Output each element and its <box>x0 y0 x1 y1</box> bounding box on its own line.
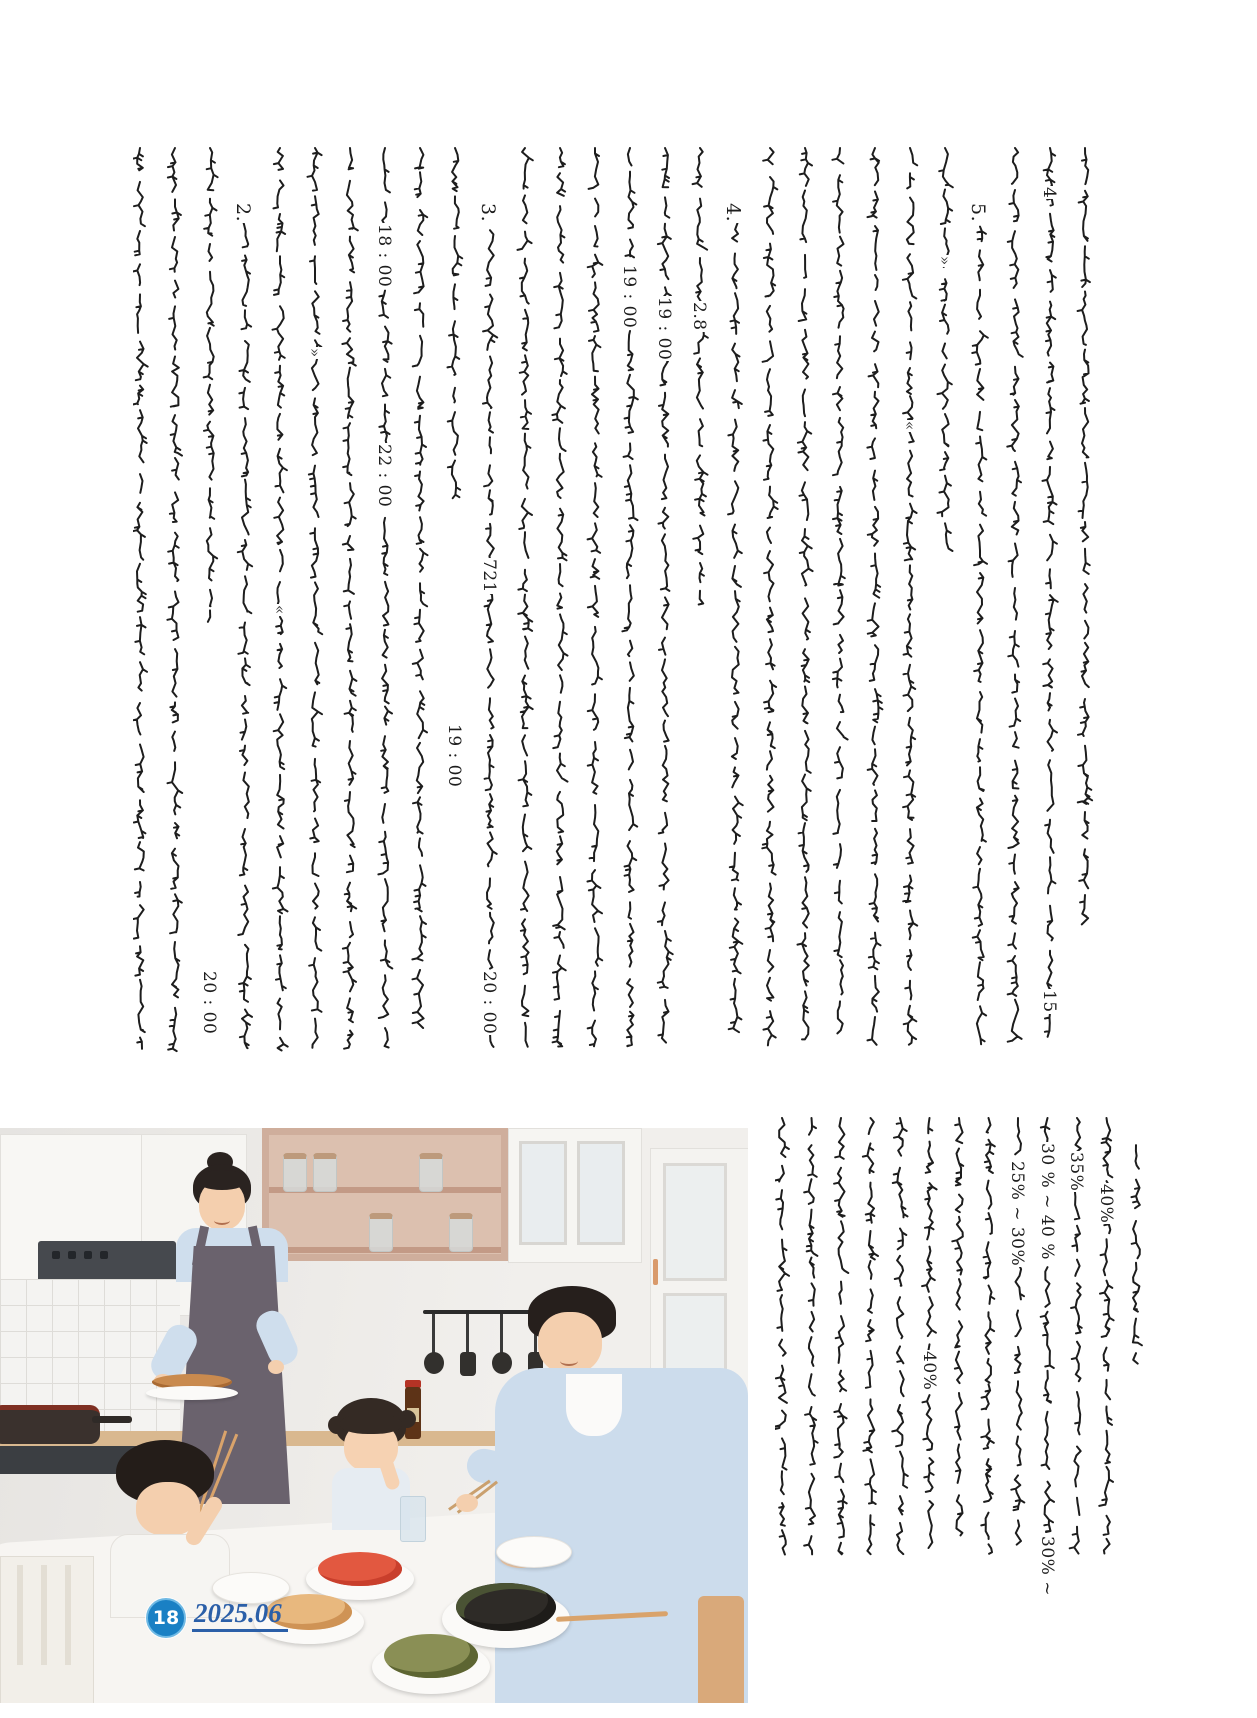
text-column <box>552 148 567 1047</box>
glass-pane <box>577 1141 625 1245</box>
black-fungus-dish <box>456 1583 556 1631</box>
inline-token-number: 19 : 00 <box>654 297 674 361</box>
text-column <box>892 1118 908 1554</box>
skimmer-head <box>492 1352 512 1374</box>
inline-token-number: 30 % ~ 40 % <box>1036 1143 1057 1260</box>
inline-token-quote: « <box>271 605 289 615</box>
inline-token-quote: « <box>901 421 919 431</box>
inline-token-number: 20 : 00 <box>479 971 499 1035</box>
inline-token-quote: » <box>936 256 954 266</box>
text-column <box>308 148 323 1048</box>
text-column <box>832 148 847 1033</box>
text-column <box>412 148 427 1028</box>
inline-token-section: 4. <box>722 203 744 223</box>
storage-jar <box>283 1153 307 1192</box>
ladle-head <box>424 1352 444 1374</box>
text-column <box>952 1118 963 1535</box>
inline-token-number: 721 <box>479 559 499 593</box>
inline-token-number: 19 : 00 <box>444 724 464 788</box>
storage-jar <box>449 1213 473 1252</box>
hanging-utensil <box>432 1314 435 1356</box>
mother-hand <box>268 1360 284 1374</box>
frying-pan <box>0 1405 100 1444</box>
mother-smile <box>214 1216 230 1225</box>
inline-token-number: 22 : 00 <box>374 444 394 508</box>
text-column <box>775 1118 789 1555</box>
cabinet-handle <box>653 1259 658 1285</box>
text-column <box>448 148 463 498</box>
glass-pane <box>519 1141 567 1245</box>
text-column <box>867 148 882 1045</box>
text-column <box>903 148 917 1045</box>
text-column <box>238 203 252 1048</box>
spatula-head <box>460 1352 476 1376</box>
text-column <box>834 1118 848 1554</box>
high-chair <box>0 1556 94 1703</box>
inline-token-section: 5. <box>967 203 989 223</box>
article-bottom-right-text-block <box>775 1115 1159 1596</box>
rice-bowl <box>496 1536 572 1568</box>
storage-jar <box>419 1153 443 1192</box>
text-column <box>518 148 533 1047</box>
mother-hair-fringe <box>196 1170 248 1190</box>
serving-plate <box>146 1386 238 1400</box>
father-hand <box>456 1494 478 1512</box>
hanging-utensil <box>466 1314 469 1356</box>
inline-token-number: 30% ~ <box>1036 1536 1057 1596</box>
text-column <box>273 148 288 1051</box>
text-column <box>798 148 813 1039</box>
text-column <box>1043 148 1058 1037</box>
daughter-bangs <box>340 1414 402 1434</box>
text-column <box>972 203 988 1044</box>
glass-pane <box>663 1163 727 1281</box>
family-dinner-photo <box>0 1128 748 1703</box>
text-column <box>762 148 777 1045</box>
inline-token-number: 25% ~ 30% <box>1007 1161 1027 1267</box>
inline-token-number: 15 <box>1039 990 1059 1013</box>
inline-token-number: 18 : 00 <box>374 224 394 288</box>
inline-token-number: 20 : 00 <box>199 971 219 1035</box>
text-column <box>938 148 953 551</box>
text-column <box>863 1118 878 1554</box>
hanging-utensil <box>500 1314 503 1356</box>
text-column <box>658 148 673 1043</box>
inline-token-number: 35% <box>1066 1152 1086 1192</box>
text-column <box>1078 148 1093 924</box>
father-smile <box>560 1356 578 1366</box>
inline-token-section: 2. <box>232 203 254 223</box>
inline-token-number: 2.8 <box>689 302 709 331</box>
father-tshirt <box>566 1374 622 1436</box>
inline-token-number: 40% <box>918 1351 939 1391</box>
tomato-dish <box>318 1552 402 1586</box>
text-column <box>981 1118 995 1554</box>
page-number: 18 <box>152 1607 180 1629</box>
text-column <box>1132 1145 1142 1364</box>
page-number-badge <box>146 1598 186 1638</box>
water-glass <box>400 1496 426 1542</box>
inline-token-number: 19 : 00 <box>619 265 639 329</box>
text-column <box>728 203 743 1032</box>
text-column <box>693 148 708 605</box>
inline-token-number: 4 <box>1039 187 1059 199</box>
inline-token-quote: » <box>306 348 324 358</box>
inline-token-section: 3. <box>477 203 499 223</box>
issue-date: 2025.06 <box>192 1600 288 1632</box>
text-column <box>204 148 218 622</box>
pan-handle <box>92 1416 132 1423</box>
text-column <box>342 148 357 1049</box>
open-shelf-unit <box>262 1128 508 1261</box>
text-column <box>1007 148 1022 1042</box>
text-column <box>483 203 497 1047</box>
storage-jar <box>369 1213 393 1252</box>
text-column <box>167 148 182 1051</box>
storage-jar <box>313 1153 337 1192</box>
glass-cabinet <box>508 1128 642 1263</box>
text-column <box>804 1118 817 1554</box>
vegetable-dish <box>384 1634 478 1678</box>
article-top-text-block <box>133 145 1113 1062</box>
text-column <box>922 1118 937 1548</box>
inline-token-number: 40% <box>1095 1184 1116 1224</box>
text-column <box>133 148 148 1049</box>
wooden-chair <box>698 1596 744 1703</box>
text-column <box>588 148 603 1046</box>
